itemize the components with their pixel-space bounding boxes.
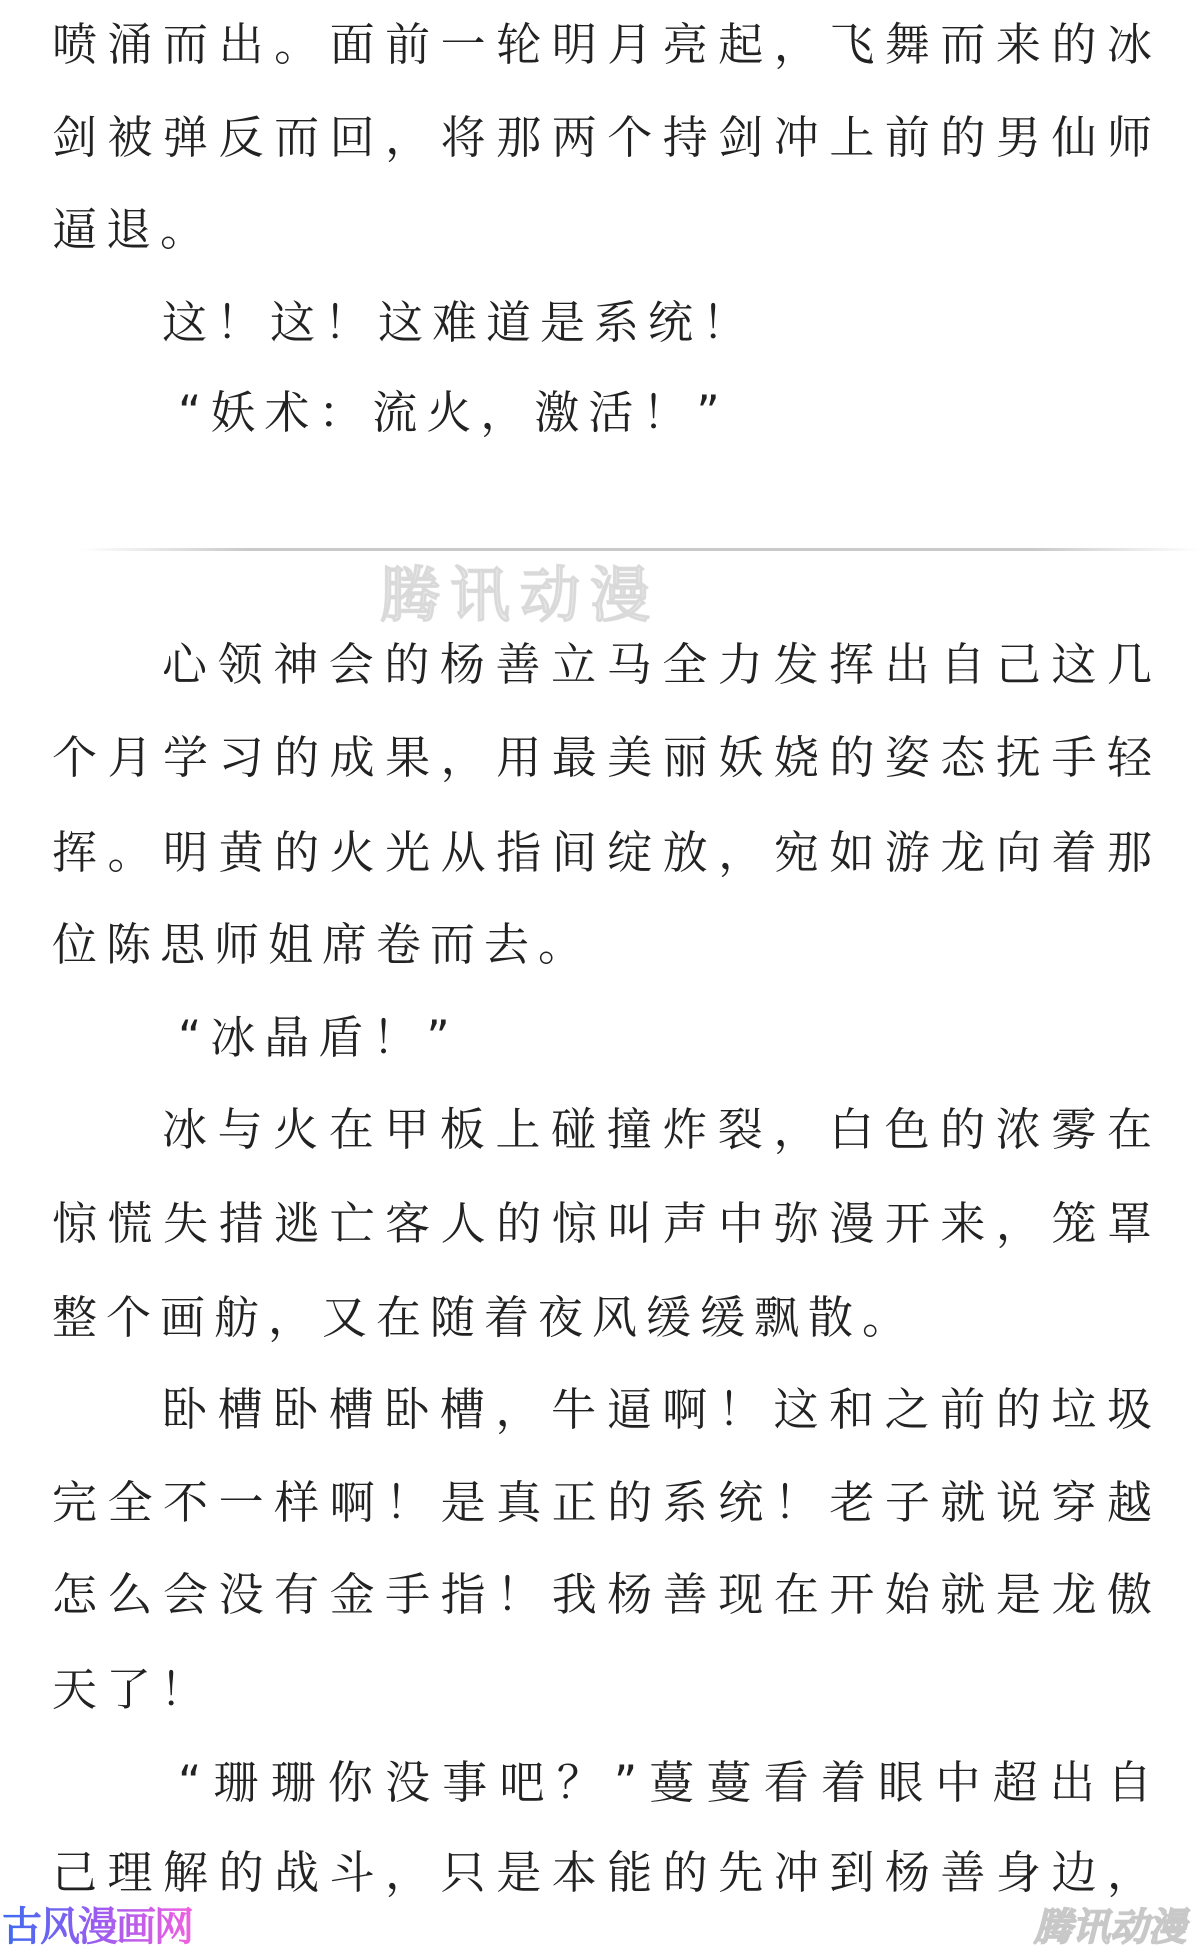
- text-line: “冰晶盾！”: [178, 1011, 459, 1064]
- bottom-right-watermark-logo: 腾讯动漫: [1033, 1905, 1186, 1949]
- text-line: 惊慌失措逃亡客人的惊叫声中弥漫开来，笼罩: [52, 1197, 1152, 1250]
- text-line: 心领神会的杨善立马全力发挥出自己这几: [162, 638, 1152, 691]
- text-line: 完全不一样啊！是真正的系统！老子就说穿越: [52, 1476, 1152, 1529]
- section-divider: [80, 548, 1200, 551]
- text-line: 己理解的战斗，只是本能的先冲到杨善身边，: [52, 1846, 1152, 1899]
- text-line: 个月学习的成果，用最美丽妖娆的姿态抚手轻: [52, 731, 1152, 784]
- text-line: 这！这！这难道是系统！: [162, 296, 757, 349]
- site-watermark-logo: 古风漫画网: [2, 1904, 192, 1950]
- text-line: 剑被弹反而回，将那两个持剑冲上前的男仙师: [52, 111, 1152, 164]
- text-line: 卧槽卧槽卧槽，牛逼啊！这和之前的垃圾: [162, 1383, 1152, 1436]
- text-line: 冰与火在甲板上碰撞炸裂，白色的浓雾在: [162, 1103, 1152, 1156]
- text-line: 逼退。: [52, 203, 215, 256]
- text-line: “妖术：流火，激活！”: [178, 386, 729, 439]
- text-line: “珊珊你没事吧？”蔓蔓看着眼中超出自: [178, 1756, 1152, 1809]
- text-line: 喷涌而出。面前一轮明月亮起，飞舞而来的冰: [52, 18, 1152, 71]
- center-watermark: 腾讯动漫: [380, 561, 660, 631]
- text-line: 怎么会没有金手指！我杨善现在开始就是龙傲: [52, 1568, 1152, 1621]
- text-line: 整个画舫，又在随着夜风缓缓飘散。: [52, 1291, 917, 1344]
- text-line: 挥。明黄的火光从指间绽放，宛如游龙向着那: [52, 826, 1152, 879]
- text-line: 天了！: [52, 1663, 215, 1716]
- text-line: 位陈思师姐席卷而去。: [52, 918, 593, 971]
